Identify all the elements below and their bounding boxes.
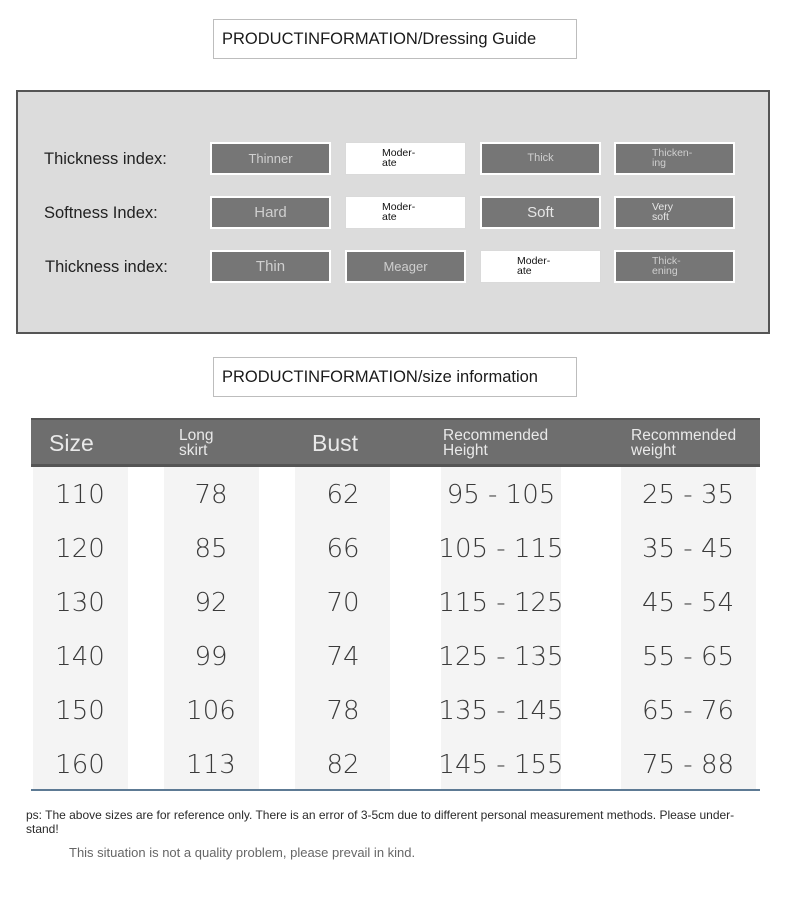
table-cell: 92 [194, 588, 228, 618]
table-cell: 75 - 88 [641, 750, 735, 780]
column-background [621, 467, 756, 789]
column-background [164, 467, 259, 789]
table-cell: 115 - 125 [438, 588, 564, 618]
table-cell: 25 - 35 [641, 480, 735, 510]
table-cell: 105 - 115 [438, 534, 564, 564]
guide-option: Very soft [614, 196, 735, 229]
table-cell: 113 [186, 750, 236, 780]
guide-option: Hard [210, 196, 331, 229]
table-cell: 78 [326, 696, 360, 726]
table-cell: 65 - 76 [641, 696, 735, 726]
guide-option-selected: Moder- ate [345, 142, 466, 175]
guide-option-selected: Moder- ate [480, 250, 601, 283]
table-cell: 145 - 155 [438, 750, 564, 780]
table-cell: 78 [194, 480, 228, 510]
column-background [441, 467, 561, 789]
header-recommended-weight: Recommended weight [631, 427, 737, 459]
table-cell: 82 [326, 750, 360, 780]
size-table [31, 418, 760, 792]
table-cell: 106 [186, 696, 236, 726]
table-cell: 66 [326, 534, 360, 564]
column-background [295, 467, 390, 789]
header-long-skirt: Long skirt [179, 427, 214, 459]
size-table-header [31, 418, 760, 467]
table-cell: 160 [55, 750, 105, 780]
header-recommended-height: Recommended Height [443, 427, 549, 459]
header-size: Size [49, 430, 94, 456]
table-cell: 55 - 65 [641, 642, 735, 672]
table-cell: 62 [326, 480, 360, 510]
guide-option: Thick- ening [614, 250, 735, 283]
table-cell: 140 [55, 642, 105, 672]
table-cell: 95 - 105 [446, 480, 556, 510]
table-bottom-line [31, 789, 760, 791]
table-cell: 150 [55, 696, 105, 726]
quality-note: This situation is not a quality problem, please prevail in kind. [69, 845, 416, 860]
dressing-guide-panel [16, 90, 770, 334]
table-cell: 35 - 45 [641, 534, 735, 564]
guide-row-label: Thickness index: [44, 150, 167, 168]
table-cell: 74 [326, 642, 360, 672]
table-cell: 120 [55, 534, 105, 564]
table-cell: 85 [194, 534, 228, 564]
table-cell: 99 [194, 642, 228, 672]
table-cell: 130 [55, 588, 105, 618]
reference-note: ps: The above sizes are for reference only. There is an error of 3-5cm due to different personal measurement methods. Please under- stand! [26, 808, 735, 836]
guide-row-label: Softness Index: [44, 204, 158, 222]
header-bust: Bust [312, 430, 359, 456]
guide-option-selected: Moder- ate [345, 196, 466, 229]
guide-option: Thicken- ing [614, 142, 735, 175]
table-cell: 45 - 54 [641, 588, 735, 618]
guide-option: Thinner [210, 142, 331, 175]
guide-option: Thin [210, 250, 331, 283]
table-cell: 125 - 135 [438, 642, 564, 672]
column-background [33, 467, 128, 789]
table-cell: 70 [326, 588, 360, 618]
guide-option: Thick [480, 142, 601, 175]
table-cell: 135 - 145 [438, 696, 564, 726]
table-cell: 110 [55, 480, 105, 510]
guide-option: Soft [480, 196, 601, 229]
dressing-guide-title: PRODUCTINFORMATION/Dressing Guide [213, 19, 577, 59]
guide-option: Meager [345, 250, 466, 283]
guide-row-label: Thickness index: [45, 258, 168, 276]
size-information-title: PRODUCTINFORMATION/size information [213, 357, 577, 397]
